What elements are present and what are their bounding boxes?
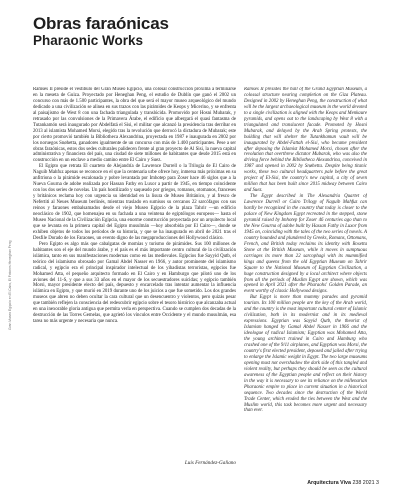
english-paragraph: But Egypt is more than mummy parades and pyramid tourism. Its 100 million people are the key of the Arab world, and the country is the most important cultural center of Islamic civilization, both in its modernist and in its medieval expressions. Egyptian was Sayyid Qutb, the theorist of Islamism hanged by Gamal Abdel Nasser in 1966 and the ideologue of radical Islamism; Egyptian was Mohamed Atta, the young architect trained in Cairo and Hamburg who crashed one of the 9/11 airplanes, and Egyptian was Morsi, the country's first elected president, deposed and jailed after trying to enlarge the Islamic weight in Egypt. The two large museums opening must not overshadow the dark side of this tangled and violent reality, but perhaps they should be seen as the cultural awareness of the Egyptian people and reflect on their history in the way it is necessary to see its reliance on the millenarian Pharaonic empire to place in current situation in a historical sequence. Two decades since the destruction of the World Trade Center, which eroded the ties between the West and the Muslim world, this task becomes more urgent and necessary than ever. (244, 295, 367, 414)
photo-credit: Gran Museo Egipcio en El Cairo, El Fotones Heneghan Peng (8, 240, 12, 330)
english-paragraph: The Egypt described in The Alexandria Quartet of Lawrence Durrell or Cairo Trilogy of Naguib Mahfuz can hardly be recognized in the country that today is closer to the palace of New Kingdom Egypt recreated in the stepped, stone pyramid raised by Imhotep for Zoser 46 centuries ago than to the New Gourna of adobe built by Hassan Fathy in Luxor from 1945 on, coinciding with the tales of the two series of novels. A country hounded and plundered by Greeks, Romans, Ottomans, French, and British today reclaims its identity with Rosetta Stone at the British Museum, while it moves in sumptuous carriages its more than 22 sarcophagi with its mummified kings and queens from the old Egyptian Museum on Tahrir Square to the National Museum of Egyptian Civilization, a huge construction designed by a local architect where objects from all the periods of Muslim Egypt are shown, which was opened in April 2021 after the Pharaohs' Golden Parade, an event worthy of classic Hollywood designs. (244, 194, 367, 295)
article-title: Obras faraónicas (33, 14, 169, 33)
english-paragraph: Ramses II presides the hall of the Grand Egyptian Museum, a colossal structure nearing completion on the Giza Plateau. Designed in 2002 by Heneghan Peng, the construction of what will be the largest archaeological museum in the world devoted to a single civilization is aligned with the Keops and Menkaure pyramids, and opens out to the landscaping by West 8 with a triangulated and translucent facade. Promoted by Hosni Mubarak, and delayed by the Arab Spring protests, the building that will shelter the Tutankhamun vault will be inaugurated by Abdel-Fattah el-Sisi, who became president after deposing the Islamist Mohamed Morsi, chosen after the revolution that overthrew dictator Mubarak, who was also the driving force behind the Bibliotheca Alexandrina, conceived in 1987 and opened in 2002 by Snøhetta. Despite being titanic works, these two cultural headquarters pale before the great project of El-Sisi, the country's new capital, a city of seven million that has been built since 2015 midway between Cairo and Suez. (244, 87, 367, 194)
issue-number: 238 (352, 480, 362, 486)
article-subtitle: Pharaonic Works (33, 33, 144, 48)
issue-year: 2021 (362, 480, 375, 486)
page-footer (307, 480, 379, 486)
spanish-body-column (33, 87, 236, 462)
english-body-column (244, 87, 367, 447)
spanish-paragraph: Ramsés II preside el vestíbulo del Gran Museo Egipcio, una colosal construcción próxima a terminarse en la meseta de Guiza. Proyectado por Heneghan Peng, el estudio de Dublín que ganó el 2002 un concurso con más de 1.500 participantes, la obra del que será el mayor museo arqueológico del mundo dedicado a una civilización se alinea en sus trazos con las pirámides de Keops y Micerino, y se enfrenta al paisajismo de West 8 con una fachada triangulada y translúcida. Promovido por Hosni Mubarak, y retrasado por las convulsiones de la Primavera Árabe, el edificio que albergará el quasi fantasma de Tutankamón será inaugurado por Abdelfatá el Sisi, el militar que alcanzó la presidencia tras derribar en 2013 al islamista Mohamed Morsi, elegido tras la revolución que derrocó la dictadura de Mubarak; este por cierto promovió también la Bibliotheca Alexandrina, proyectada en 1987 e inaugurada en 2002 por los noruegos Snøhetta, ganadores igualmente de un concurso con más de 1.400 participantes. Pese a ser obras faraónicas, estos dos sedes culturales palidecen frente al gran proyecto de Al Sisi, la nueva capital administrativa y financiera del país, una ciudad de siete millones de habitantes que desde 2015 está en construcción en un enclave a medio camino entre El Cairo y Suez. (33, 87, 236, 164)
spanish-paragraph: El Egipto que retrata El cuarteto de Alejandría de Lawrence Durrell o la Trilogía de El Cairo de Naguib Mahfuz apenas se reconoce en el que la centenaria urbe ofrece hoy, inmersa más próximas en su anfitriona o la pirámide escalonada y pobre levantada por Imhotep para Zoser hace 46 siglos que a la Nueva Gourna de adobe realizada por Hassan Fathy en Luxor a partir de 1945, en tiempo coincidente con los dos series de novelas. Un país hostilizado y saqueado por griegos, romanos, otomanos, franceses y británicos reclama hoy con urgencia su identidad en la lisura de Museo Británico, y al fresco de Nefertiti al Neues Museum berlinés, mientras traslado en sumisos su cercanos 22 sarcófagos con sus reinos y faraones embalsamados desde el viejo Museo Egipcio de la plaza Tahrir —un edificio neoclásico de 1902, que homenajea en su fachada a una veintena de egiptólogos europeos— hasta el Museo Nacional de la Civilización Egipcia, una enorme construcción proyectada por un arquitecto local que se levanta en la primera capital del Egipto musulmán —hoy absorbida por El Cairo—, donde se exhiben objetos de todos los períodos de su historia, y que se ha inaugurado en abril de 2021 tras el Desfile Dorado de los Faraones, un evento digno de las megaproducciones del Hollywood clásico. (33, 164, 236, 241)
publication-name: Arquitectura Viva (307, 480, 351, 486)
author-signature: Luis Fernández-Galiano (184, 460, 236, 466)
page-number: 3 (376, 480, 379, 486)
spanish-paragraph: Pero Egipto es algo más que cabalgatas de momias y turismo de pirámides. Sus 100 millones de habitantes son el eje del mundo árabe, y el país es el más importante centro cultural de la civilización islámica, tanto en sus manifestaciones modernas como en las medievales. Egipcios fue Sayyid Qutb, el teórico del islamismo obrosado por Gamal Abdel Nasser en 1966, y autor prominente del islamismo radical, y egipcio era el principal inspirador intelectual de los yihadistas terroristas, egipcios fue Mohamed Atta, el pequeño arquitecto formado en El Cairo y en Hamburgo que pilotó uno de los aviones del 11-S, y que a sus 33 años en el mayor de los secuestradores suicidas; y egipcio también Morsi, mayor presidente electo del país, depuesto y encarcelado tras intentar aumentar la influencia islámica en Egipto, y que murió en 2019 durante uno de los juicios a que fue sometido. Los dos grandes museos que abren no deben ocultar la cara cultural que un desencuentro y violentos, pero quizás pesar que también reflejen la consciencia del redescubrir egipcio sobre el tesoro histórico que alcanzaba actual en una inexorable gloria antigua que permita verla en perspectiva. Cuando se cumplen dos decadas de la destrucción de las Torres Gemelas, que agrietó los vínculos entre Occidente y el mundo musulmán, esa tarea no más urgente y necesaria que nunca. (33, 241, 236, 325)
